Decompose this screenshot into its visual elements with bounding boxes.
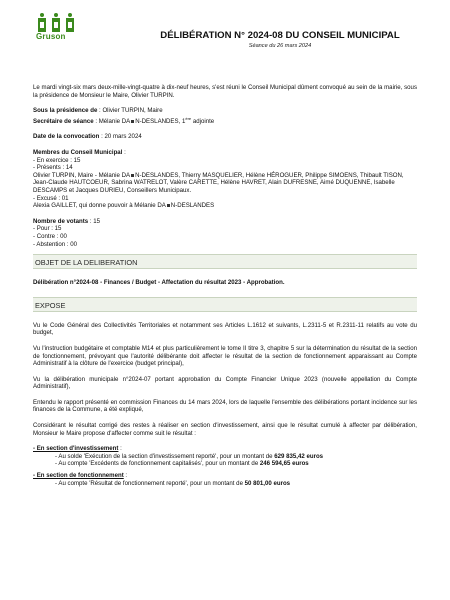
votes-against: - Contre : 00 [33, 232, 67, 240]
members-colon: : [122, 149, 126, 156]
investment-line-1 [33, 453, 417, 461]
expose-paragraph-2: Vu l'instruction budgétaire et comptable M14 et plus particulièrement le tome II titre 3, chapitre 5 sur la détermination du résultat de la section de fonctionnement, prévoyant que l'autorité délibérante doit affecter le résultat de la section de fonctionnement apparaissant au Compte Administratif à la clôture de l'exercice (budget principal), [33, 344, 417, 368]
operating-line-1 [33, 480, 417, 488]
logo-text: Gruson [36, 32, 66, 41]
investment-line-1-text: - Au solde 'Exécution de la section d'investissement reporté', pour un montant de [55, 452, 275, 460]
operating-label: - En section de fonctionnement [33, 472, 124, 480]
members-present-names [33, 172, 417, 195]
presidency-value: : Olivier TURPIN, Maire [97, 107, 163, 115]
investment-label: - En section d'investissement [33, 445, 119, 453]
operating-line-1-amount: 50 801,00 euros [244, 479, 291, 487]
votes-heading [33, 218, 417, 226]
members-in-office: - En exercice : 15 [33, 156, 81, 164]
expose-paragraph-4: Entendu le rapport présenté en commission Finances du 14 mars 2024, lors de laquelle l'ensemble des délibérations portant incidence sur les finances de la Commune, a été expliqué, [33, 398, 417, 414]
object-section-heading: OBJET DE LA DELIBERATION [33, 254, 417, 269]
presidency-line [33, 107, 417, 115]
investment-colon: : [118, 445, 122, 453]
glyph-box-icon [131, 174, 134, 177]
session-date: Séance du 26 mars 2024 [248, 43, 312, 49]
secretary-value-pre: : Mélanie DA [93, 117, 131, 125]
investment-line-2-amount: 246 594,65 euros [259, 460, 309, 468]
excused-names-a: Alexia GAILLET, qui donne pouvoir à Mélanie DA [33, 202, 166, 210]
operating-line-1-text: - Au compte 'Résultat de fonctionnement reporté', pour un montant de [55, 479, 245, 487]
convocation-value: : 20 mars 2024 [99, 133, 142, 141]
expose-paragraph-3: Vu la délibération municipale n°2024-07 portant approbation du Compte Financier Unique 2023 (nouvelle appellation du Compte Administratif), [33, 375, 417, 391]
investment-heading [33, 445, 417, 453]
secretary-line [33, 115, 417, 126]
members-excused: - Excusé : 01 [33, 194, 69, 202]
members-heading [33, 149, 417, 157]
votes-value: : 15 [88, 217, 101, 225]
votes-label: Nombre de votants [33, 217, 89, 225]
secretary-sup: ère [185, 115, 192, 121]
members-label: Membres du Conseil Municipal [33, 149, 123, 156]
investment-line-2-text: - Au compte 'Excédents de fonctionnement capitalisés', pour un montant de [55, 460, 260, 468]
votes-abstention: - Abstention : 00 [33, 240, 78, 248]
glyph-box-icon [131, 120, 134, 123]
secretary-label: Secrétaire de séance [33, 117, 94, 125]
present-names-a: Olivier TURPIN, Maire - Mélanie DA [33, 171, 131, 179]
votes-for: - Pour : 15 [33, 225, 62, 233]
page-title: DÉLIBÉRATION N° 2024-08 DU CONSEIL MUNICIPAL [160, 30, 400, 41]
expose-paragraph-5: Considérant le résultat corrigé des restes à réaliser en section d'investissement, ainsi que le résultat cumulé à affecter par délibération, Monsieur le Maire propose d'affecter comme suit le résultat : [33, 422, 417, 437]
glyph-box-icon [167, 204, 170, 207]
object-text: Délibération n°2024-08 - Finances / Budget - Affectation du résultat 2023 - Approbation. [33, 279, 285, 287]
intro-paragraph: Le mardi vingt-six mars deux-mille-vingt-quatre à dix-neuf heures, s'est réuni le Conseil Municipal dûment convoqué au sein de la mairie, sous la présidence de Monsieur le Maire, Olivier TURPIN. [33, 84, 417, 99]
members-present: - Présents : 14 [33, 164, 73, 172]
secretary-value-end: adjointe [191, 117, 215, 125]
excused-names-b: N-DESLANDES [170, 202, 215, 210]
expose-paragraph-1: Vu le Code Général des Collectivités Territoriales et notamment ses Articles L.1612 et suivants, L.2311-5 et R.2311-11 relatifs au vote du budget, [33, 321, 417, 337]
operating-colon: : [123, 472, 128, 480]
present-names-b: N-DESLANDES, Thierry MASQUELIER, Hélène HÉROGUER, Philippe SIMOENS, Thibault TISON, Jean-Claude HAUTCOEUR, Sabrina WATRELOT, Valère CARETTE, Hélène HAVRET, Alain DUFRESNE, Aimé DUQUENNE, Isabelle DESCAMPS et Jacques DURIEU, Conseillers Municipaux. [33, 171, 404, 194]
convocation-label: Date de la convocation [33, 133, 100, 141]
expose-section-heading: EXPOSE [33, 297, 417, 312]
members-excused-names [33, 202, 417, 210]
operating-heading [33, 472, 417, 480]
presidency-label: Sous la présidence de [33, 107, 98, 115]
document-body [33, 84, 417, 487]
convocation-line [33, 133, 417, 141]
secretary-value-post: N-DESLANDES, 1 [135, 117, 186, 125]
investment-line-2 [33, 460, 417, 468]
investment-line-1-amount: 629 835,42 euros [274, 452, 324, 460]
